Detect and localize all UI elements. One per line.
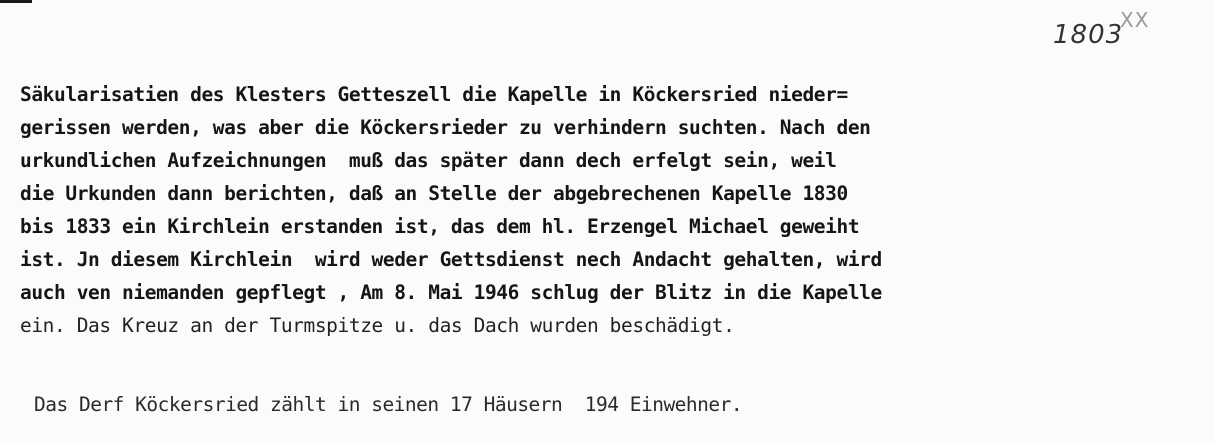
text-line: Säkularisatien des Klesters Getteszell die Kapelle in Köckersried nieder=	[20, 83, 848, 106]
text-line: auch ven niemanden gepflegt , Am 8. Mai 1946 schlug der Blitz in die Kapelle	[20, 281, 882, 304]
text-line: gerissen werden, was aber die Köckersrieder zu verhindern suchten. Nach den	[20, 116, 871, 139]
top-edge-rule	[0, 0, 32, 3]
handwritten-page-number: 1803	[1053, 20, 1124, 50]
text-line: bis 1833 ein Kirchlein erstanden ist, das dem hl. Erzengel Michael geweiht	[20, 215, 860, 238]
main-paragraph	[20, 78, 1205, 342]
text-line: ein. Das Kreuz an der Turmspitze u. das Dach wurden beschädigt.	[20, 314, 735, 337]
population-line: Das Derf Köckersried zählt in seinen 17 Häusern 194 Einwehner.	[34, 393, 743, 416]
text-line: ist. Jn diesem Kirchlein wird weder Gettsdienst nech Andacht gehalten, wird	[20, 248, 882, 271]
text-line: urkundlichen Aufzeichnungen muß das später dann dech erfelgt sein, weil	[20, 149, 837, 172]
text-line: die Urkunden dann berichten, daß an Stelle der abgebrechenen Kapelle 1830	[20, 182, 848, 205]
handwritten-margin-mark: XX	[1120, 8, 1150, 32]
